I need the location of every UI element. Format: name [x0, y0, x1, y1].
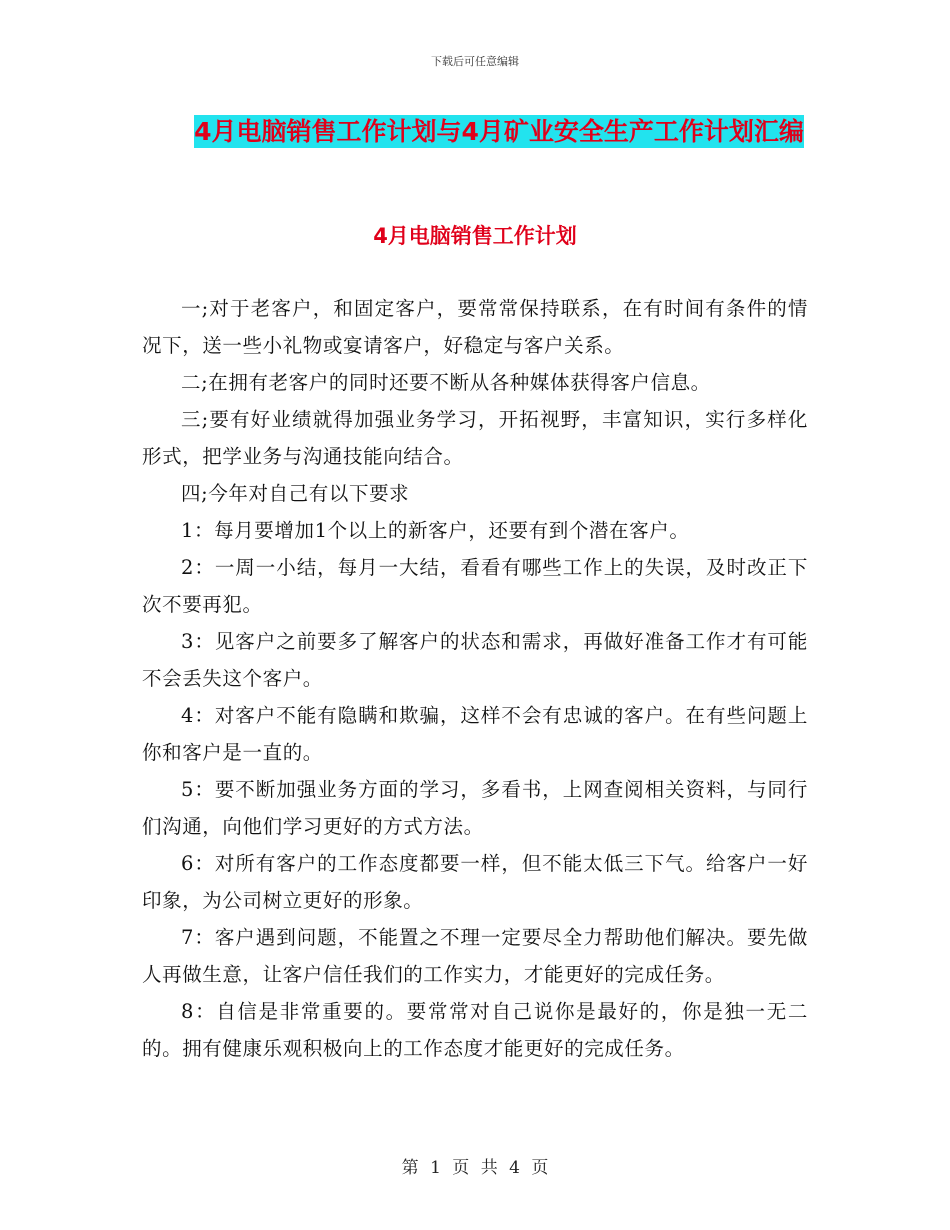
document-title: [184, 110, 814, 154]
paragraph: 三;要有好业绩就得加强业务学习，开拓视野，丰富知识，实行多样化形式，把学业务与沟通技能向结合。: [142, 408, 808, 468]
paragraph: 2：一周一小结，每月一大结，看看有哪些工作上的失误，及时改正下次不要再犯。: [142, 556, 808, 616]
paragraph: 4：对客户不能有隐瞒和欺骗，这样不会有忠诚的客户。在有些问题上你和客户是一直的。: [142, 704, 808, 764]
paragraph: 5：要不断加强业务方面的学习，多看书，上网查阅相关资料，与同行们沟通，向他们学习更好的方式方法。: [142, 778, 808, 838]
paragraph: 3：见客户之前要多了解客户的状态和需求，再做好准备工作才有可能不会丢失这个客户。: [142, 630, 808, 690]
paragraph: 一;对于老客户，和固定客户，要常常保持联系，在有时间有条件的情况下，送一些小礼物或宴请客户，好稳定与客户关系。: [142, 297, 808, 357]
paragraph: 7：客户遇到问题，不能置之不理一定要尽全力帮助他们解决。要先做人再做生意，让客户信任我们的工作实力，才能更好的完成任务。: [142, 926, 808, 986]
page-number-footer: 第 1 页 共 4 页: [401, 1158, 549, 1178]
paragraph: 6：对所有客户的工作态度都要一样，但不能太低三下气。给客户一好印象，为公司树立更好的形象。: [142, 852, 808, 912]
header-note: 下载后可任意编辑: [431, 55, 519, 68]
paragraph: 四;今年对自己有以下要求: [181, 482, 410, 505]
document-title-text: 4月电脑销售工作计划与4月矿业安全生产工作计划汇编: [194, 117, 804, 146]
section-title: 4月电脑销售工作计划: [373, 224, 577, 248]
paragraph: 1：每月要增加1个以上的新客户，还要有到个潜在客户。: [181, 519, 690, 542]
paragraph: 8：自信是非常重要的。要常常对自己说你是最好的，你是独一无二的。拥有健康乐观积极向上的工作态度才能更好的完成任务。: [142, 1000, 808, 1060]
document-body: [142, 290, 808, 1067]
paragraph: 二;在拥有老客户的同时还要不断从各种媒体获得客户信息。: [181, 371, 711, 394]
